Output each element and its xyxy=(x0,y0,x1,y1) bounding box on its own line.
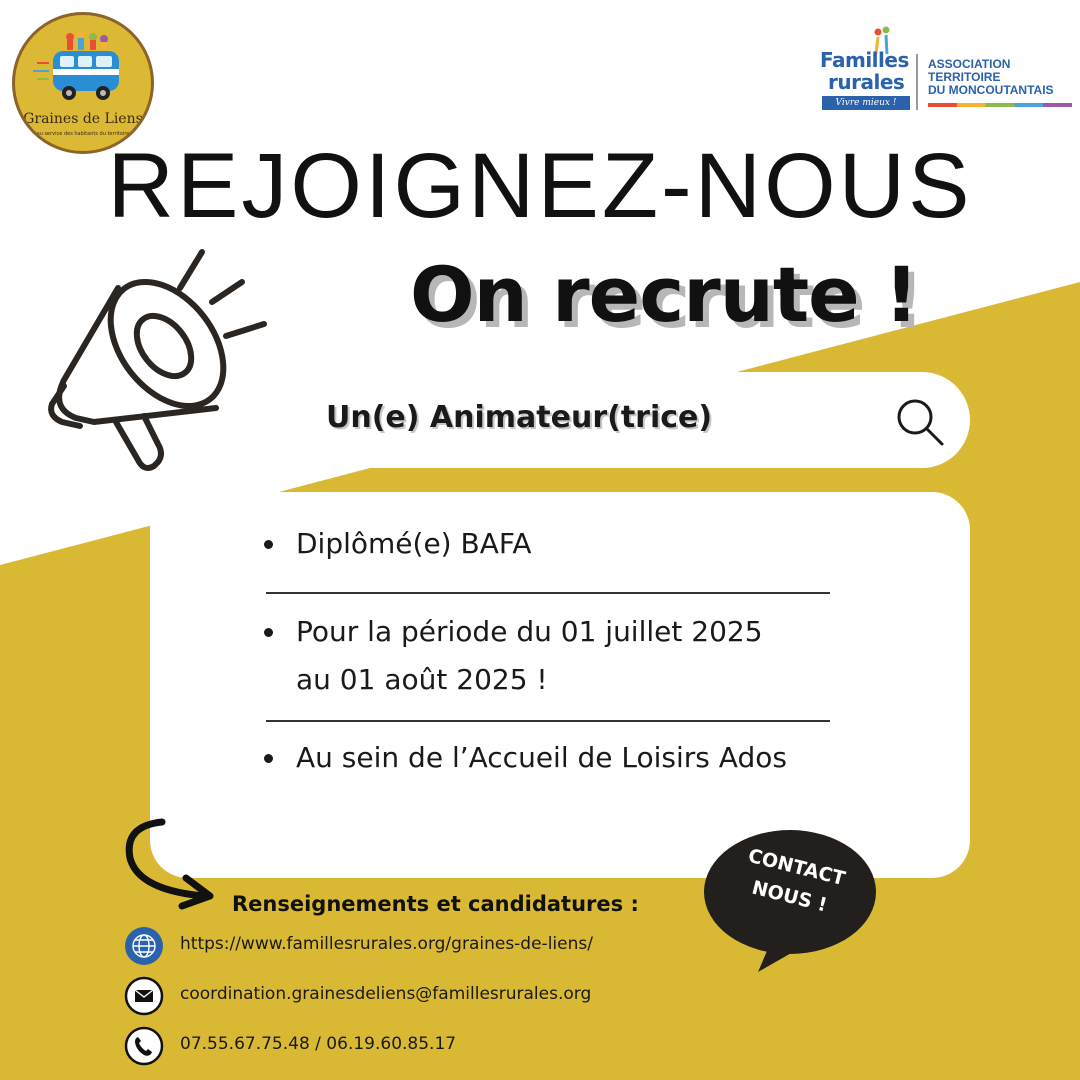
familles-rurales-logo[interactable] xyxy=(816,26,1074,116)
requirement-text: Au sein de l’Accueil de Loisirs Ados xyxy=(296,741,787,774)
curved-arrow-icon xyxy=(118,812,228,912)
logo-left-name: Graines de Liens xyxy=(23,111,143,127)
brand-line-1: Familles xyxy=(820,48,909,72)
phone-icon xyxy=(124,1026,164,1066)
subheadline: On recrute ! xyxy=(410,250,918,339)
brand-line-2: rurales xyxy=(828,70,905,94)
page-title: REJOIGNEZ-NOUS xyxy=(107,135,973,237)
divider xyxy=(266,720,830,722)
job-title: Un(e) Animateur(trice) xyxy=(326,400,713,435)
globe-icon xyxy=(124,926,164,966)
contact-title: Renseignements et candidatures : xyxy=(232,892,639,916)
association-name: ASSOCIATION TERRITOIRE DU MONCOUTANTAIS xyxy=(928,57,1054,97)
bullet-icon xyxy=(264,754,273,763)
logo-separator xyxy=(916,54,918,110)
requirement-text: Pour la période du 01 juillet 2025 au 01 août 2025 ! xyxy=(296,615,763,696)
list-item xyxy=(296,734,816,782)
color-stripe xyxy=(928,103,1072,107)
phone-number[interactable]: 07.55.67.75.48 / 06.19.60.85.17 xyxy=(180,1034,457,1054)
website-link[interactable]: https://www.famillesrurales.org/graines-de-liens/ xyxy=(180,934,593,954)
brand-motto: Vivre mieux ! xyxy=(822,96,910,110)
envelope-icon xyxy=(124,976,164,1016)
logo-left-tagline: au service des habitants du territoire xyxy=(36,131,130,137)
list-item xyxy=(296,520,816,568)
requirement-text: Diplômé(e) BAFA xyxy=(296,527,532,560)
search-icon[interactable] xyxy=(894,396,946,448)
email-link[interactable]: coordination.grainesdeliens@famillesrurales.org xyxy=(180,984,592,1004)
contact-bubble-text: CONTACT NOUS ! xyxy=(745,844,848,917)
job-title-search-bar[interactable] xyxy=(300,372,970,468)
requirements-card xyxy=(150,492,970,878)
megaphone-icon xyxy=(40,240,280,480)
divider xyxy=(266,592,830,594)
list-item xyxy=(296,608,816,704)
bullet-icon xyxy=(264,540,273,549)
bullet-icon xyxy=(264,628,273,637)
